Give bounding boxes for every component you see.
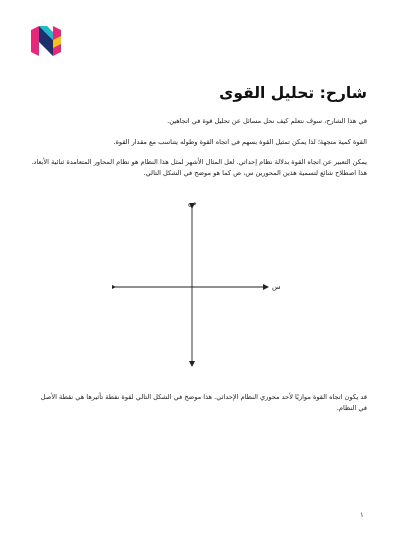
page-number: ١ [360, 511, 364, 519]
axes-diagram [112, 198, 287, 370]
brand-logo-icon [31, 26, 61, 56]
y-axis-label: ص [188, 199, 197, 207]
parallel-force-paragraph: قد يكون اتجاه القوة موازيًا لأحد محوري النظام الإحداثي. هذا موضح في الشكل التالي لقوة نقطة تأثيرها هي نقطة الأصل في النظام. [40, 393, 367, 412]
vector-paragraph: القوة كمية متجهة؛ لذا يمكن تمثيل القوة بسهم في اتجاه القوة وطوله يتناسب مع مقدار القوة. [113, 138, 367, 146]
coordinate-paragraph: يمكن التعبير عن اتجاه القوة بدلالة نظام إحداثي. لعل المثال الأشهر لمثل هذا النظام هو نظام المحاور المتعامدة ثنائية الأبعاد. هذا اصطلاح شائع لتسمية هذين المحورين س، ص كما هو موضح في الشكل التالي. [31, 158, 367, 177]
logo-left-bar [31, 26, 39, 56]
x-axis-label: س [272, 283, 281, 291]
intro-paragraph: في هذا الشارح، سوف نتعلم كيف نحل مسائل عن تحليل قوة في اتجاهين. [167, 117, 367, 125]
page-title: شارح: تحليل القوى [219, 84, 367, 102]
